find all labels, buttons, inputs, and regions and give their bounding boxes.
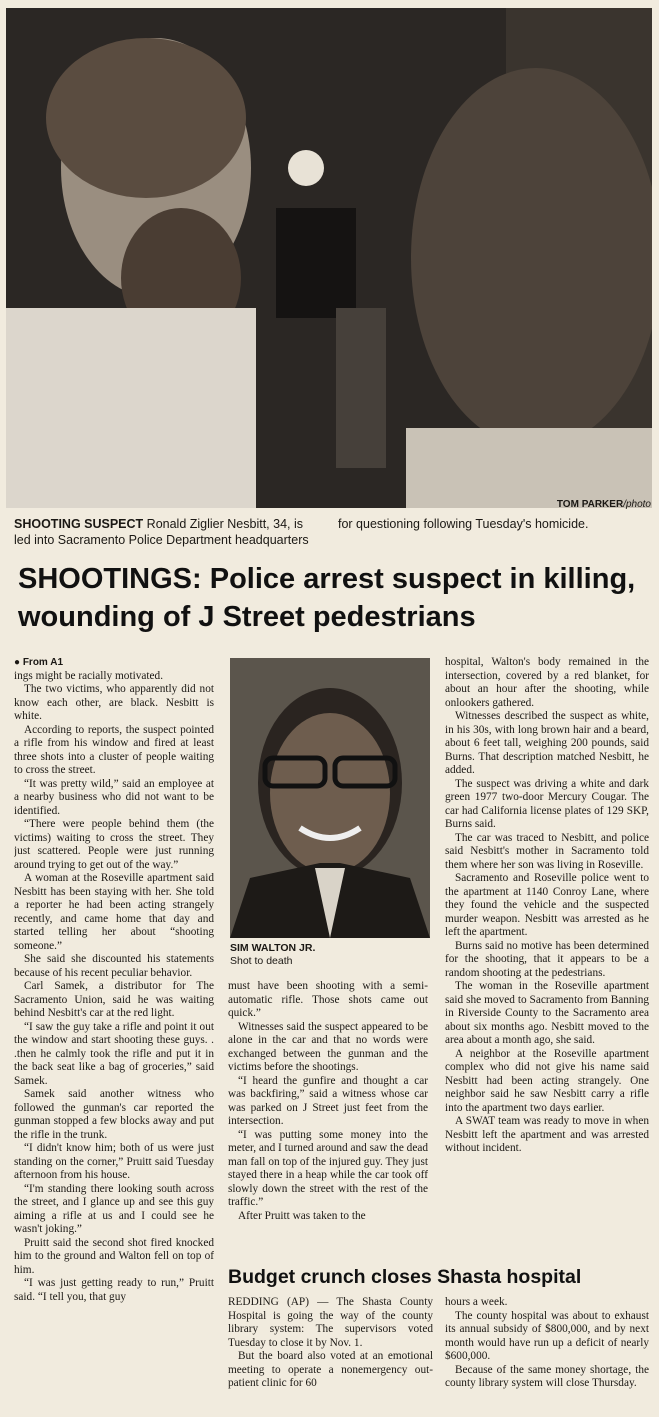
paragraph: Pruitt said the second shot fired knocked him to the ground and Walton fell on top of him. [14,1236,214,1276]
paragraph: “There were people behind them (the victims) waiting to cross the street. They just scattered. People were just running around trying to get out of the way.” [14,818,214,871]
second-story-column-1 [228,1296,433,1411]
paragraph: A neighbor at the Roseville apartment complex who did not give his name said Nesbitt had been acting strangely. One neighbor said he saw Nesbitt carry a rifle into the apartment two days earlier. [445,1047,649,1114]
main-headline: SHOOTINGS: Police arrest suspect in killing, wounding of J Street pedestrians [18,563,636,633]
paragraph: “I'm standing there looking south across the street, and I glance up and see this guy aiming a rifle at us and I could see he wasn't joking.” [14,1182,214,1235]
portrait-name: SIM WALTON JR. [230,942,316,954]
paragraph: Witnesses said the suspect appeared to be alone in the car and that no words were exchanged between the gunman and the victims before the shootings. [228,1020,428,1073]
caption-text: Ronald Ziglier Nesbitt, 34, is led into Sacramento Police Department headquarters for questioning following Tuesday's homicide. [14,517,589,547]
paragraph: Burns said no motive has been determined for the shooting, that it appears to be a random shooting at the pedestrians. [445,939,649,979]
article-column-3 [445,656,649,1256]
paragraph: must have been shooting with a semi-automatic rifle. Those shots came out quick.” [228,980,428,1019]
article-column-2 [228,980,428,1250]
article-column-1 [14,656,214,1406]
paragraph: Because of the same money shortage, the county library system will close Thursday. [445,1363,649,1389]
jump-label: ● From A1 [14,657,64,668]
paragraph: After Pruitt was taken to the [238,1209,366,1222]
paragraph: “I was just getting ready to run,” Pruitt said. “I tell you, that guy [14,1277,214,1303]
portrait-caption [230,942,430,968]
paragraph: “I heard the gunfire and thought a car was backfiring,” said a witness whose car was parked on J Street just feet from the intersection. [228,1074,428,1127]
paragraph: REDDING (AP) — The Shasta County Hospital is going the way of the county library system: The supervisors voted Tuesday to close it by Nov. 1. [228,1296,433,1349]
paragraph: hours a week. [445,1296,508,1308]
paragraph: The woman in the Roseville apartment said she moved to Sacramento from Banning in Riverside County to the Sacramento area about six months ago. Nesbitt moved to the area about a month ago, she said. [445,980,649,1046]
paragraph: Sacramento and Roseville police went to the apartment at 1140 Conroy Lane, where they found the vehicle and the suspected murder weapon. Nesbitt was arrested as he left the apartment. [445,872,649,938]
paragraph: “I didn't know him; both of us were just standing on the corner,” Pruitt said Tuesday afternoon from his house. [14,1142,214,1181]
paragraph: Samek said another witness who followed the gunman's car reported the gunman stopped a few blocks away and put the rifle in the trunk. [14,1088,214,1141]
paragraph: She said she discounted his statements because of his recent peculiar behavior. [14,953,214,979]
portrait-subtitle: Shot to death [230,955,293,967]
paragraph: According to reports, the suspect pointed a rifle from his window and fired at least three shots into a cluster of people waiting to cross the street. [14,723,214,776]
victim-portrait [230,658,430,938]
photo-credit: TOM PARKER/photo [556,499,651,510]
paragraph: But the board also voted at an emotional meeting to operate a nonemergency out-patient clinic for 60 [228,1350,433,1389]
paragraph: The car was traced to Nesbitt, and police said Nesbitt's mother in Sacramento told them where her son was living in Roseville. [445,831,649,871]
paragraph: “It was pretty wild,” said an employee at a nearby business who did not want to be identified. [14,777,214,817]
paragraph: ings might be racially motivated. [14,669,164,682]
caption-label: SHOOTING SUSPECT [14,517,144,531]
paragraph: “I saw the guy take a rifle and point it out the window and start shooting these guys. . .then he calmly took the rifle and put it in the back seat like a bag of groceries,” said Samek. [14,1020,214,1087]
photo-caption [14,516,644,548]
second-story-column-2 [445,1296,649,1411]
paragraph: Carl Samek, a distributor for The Sacramento Union, said he was waiting behind Nesbitt's car at the red light. [14,980,214,1019]
paragraph: A SWAT team was ready to move in when Nesbitt left the apartment and was arrested without incident. [445,1115,649,1154]
paragraph: hospital, Walton's body remained in the intersection, covered by a red blanket, for about an hour after the shooting, while onlookers gathered. [445,656,649,709]
paragraph: Witnesses described the suspect as white, in his 30s, with long brown hair and a beard, about 6 feet tall, weighing 200 pounds, said Burns. That description matched Nesbitt, he added. [445,710,649,776]
paragraph: “I was putting some money into the meter, and I turned around and saw the dead man fall on top of the injured guy. They just stayed there in a heap while the car took off slowly down the street with the rest of the traffic.” [228,1128,428,1208]
suspect-photo [6,8,652,508]
second-headline: Budget crunch closes Shasta hospital [228,1266,582,1288]
paragraph: The suspect was driving a white and dark green 1977 two-door Mercury Cougar. The car had California license plates of 129 SKP, Burns said. [445,777,649,830]
paragraph: The two victims, who apparently did not know each other, are black. Nesbitt is white. [14,683,214,722]
paragraph: The county hospital was about to exhaust its annual subsidy of $800,000, and by next month would have run up a deficit of nearly $600,000. [445,1309,649,1362]
paragraph: A woman at the Roseville apartment said Nesbitt has been staying with her. She told a reporter he had been acting strangely recently, and came home that day and started telling her about “shooting someone.” [14,872,214,952]
